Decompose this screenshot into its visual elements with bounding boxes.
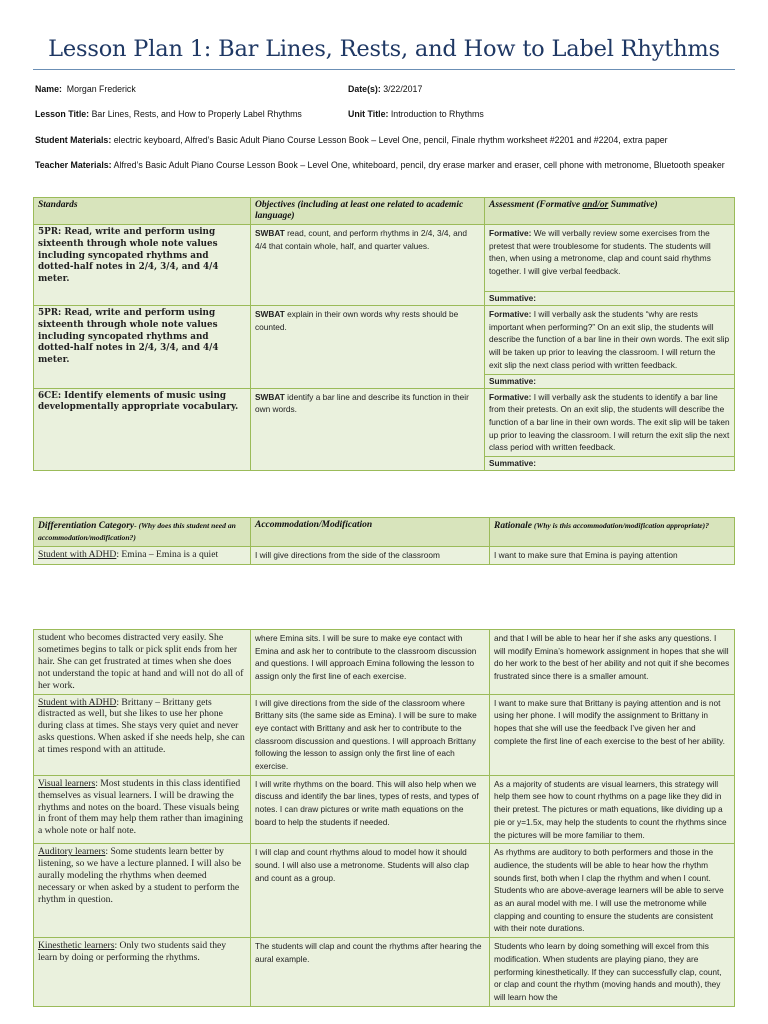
category-cell: Visual learners: Most students in this class identified themselves as visual learners. I will be drawing the rhythms and notes on the board. These visuals being in front of them may help them rather than imagining a whole note or half note. [34, 775, 251, 844]
table-row [34, 775, 735, 844]
dates-line: Date(s): 3/22/2017 [348, 84, 423, 94]
header-assessment: Assessment (Formative and/or Summative) [485, 198, 735, 225]
student-materials-line: Student Materials: electric keyboard, Alfred’s Basic Adult Piano Course Lesson Book – Level One, pencil, Finale rhythm worksheet #2201 and #2204, extra paper [35, 135, 668, 145]
category-cell: student who becomes distracted very easily. She sometimes begins to talk or pick split ends from her hair. She can get frustrated at times when she does not understand the topic at hand and will not do all of her work. [34, 630, 251, 695]
accommodation-cell: I will give directions from the side of the classroom where Brittany sits (the same side as Emina). I will be sure to make eye contact with Brittany and ask her to contribute to the classroom discussion and questions. I will approach Brittany following the lesson to assign only the first line of each exercise. [251, 694, 490, 775]
rationale-cell: As rhythms are auditory to both performers and those in the audience, the students will be able to hear how the rhythm sounds first, both when I clap the rhythm and when I count. Students who are above-average learners will be able to serve as an aural model with me. I will use the metronome while clapping and counting to ensure the students are consistent with their note durations. [490, 844, 735, 938]
accommodation-cell: I will clap and count rhythms aloud to model how it should sound. I will also use a metronome. Students will also clap and count as a group. [251, 844, 490, 938]
differentiation-table [33, 517, 735, 565]
header-standards: Standards [34, 198, 251, 225]
differentiation-table-header [34, 518, 735, 547]
formative-cell: Formative: We will verbally review some exercises from the pretest that were troublesome for students. The students will then, when using a metronome, clap and count said rhythms together. I will give verbal feedback. [485, 225, 735, 292]
table-row [34, 306, 735, 375]
rationale-cell: I want to make sure that Emina is paying attention [490, 547, 735, 565]
header-differentiation-category: Differentiation Category- (Why does this student need an accommodation/modification?) [34, 518, 251, 547]
category-cell: Student with ADHD: Emina – Emina is a quiet [34, 547, 251, 565]
name-line: Name: Morgan Frederick [35, 84, 136, 94]
summative-cell: Summative: [485, 374, 735, 388]
page-title: Lesson Plan 1: Bar Lines, Rests, and How to Label Rhythms [48, 36, 720, 62]
rationale-cell: Students who learn by doing something will excel from this modification. When students are playing piano, they are performing kinesthetically. If they can successfully clap, count, or clap and count the rhythm (moving hands and mouth), they will learn how the [490, 938, 735, 1007]
table-row [34, 630, 735, 695]
unit-title-value: Introduction to Rhythms [390, 109, 484, 119]
teacher-materials-line: Teacher Materials: Alfred’s Basic Adult Piano Course Lesson Book – Level One, whiteboard, pencil, dry erase marker and eraser, cell phone with metronome, Bluetooth speaker [35, 160, 725, 170]
rationale-cell: and that I will be able to hear her if she asks any questions. I will modify Emina’s homework assignment in hopes that she will do her work to the best of her ability and not quit if she becomes frustrated since there is a smaller amount. [490, 630, 735, 695]
unit-title-line: Unit Title: Introduction to Rhythms [348, 109, 484, 119]
standards-table-header [34, 198, 735, 225]
name-value: Morgan Frederick [66, 84, 136, 94]
lesson-title-value: Bar Lines, Rests, and How to Properly Label Rhythms [91, 109, 302, 119]
accommodation-cell: The students will clap and count the rhythms after hearing the aural example. [251, 938, 490, 1007]
table-row [34, 694, 735, 775]
header-rationale: Rationale (Why is this accommodation/modification appropriate)? [490, 518, 735, 547]
table-row [34, 938, 735, 1007]
category-cell: Auditory learners: Some students learn better by listening, so we have a lecture planned. I will also be aurally modeling the rhythms when deemed necessary or when asked by a student to perform the rhythm in question. [34, 844, 251, 938]
dates-value: 3/22/2017 [383, 84, 423, 94]
lesson-title-line: Lesson Title: Bar Lines, Rests, and How to Properly Label Rhythms [35, 109, 302, 119]
standard-cell: 5PR: Read, write and perform using sixteenth through whole note values including syncopated rhythms and dotted-half notes in 2/4, 3/4, and 4/4 meter. [34, 225, 251, 306]
student-materials-value: electric keyboard, Alfred’s Basic Adult Piano Course Lesson Book – Level One, pencil, Finale rhythm worksheet #2201 and #2204, extra paper [113, 135, 668, 145]
standard-cell: 5PR: Read, write and perform using sixteenth through whole note values including syncopated rhythms and dotted-half notes in 2/4, 3/4, and 4/4 meter. [34, 306, 251, 389]
accommodation-cell: I will write rhythms on the board. This will also help when we discuss and identify the bar lines, types of rests, and types of notes. I can draw pictures or write math equations on the board to help the students if needed. [251, 775, 490, 844]
rationale-cell: I want to make sure that Brittany is paying attention and is not using her phone. I will modify the assignment to Brittany in hopes that she will use the feedback I’ve given her and complete the first line of each exercise to the best of her ability. [490, 694, 735, 775]
formative-cell: Formative: I will verbally ask the students “why are rests important when performing?” On an exit slip, the students will describe the function of a bar line in their own words. The exit slip will be taken up prior to leaving the classroom. I will return the exit slip the next class period with written feedback. [485, 306, 735, 375]
objective-cell: SWBAT read, count, and perform rhythms in 2/4, 3/4, and 4/4 that contain whole, half, and quarter values. [251, 225, 485, 306]
table-row [34, 547, 735, 565]
standard-cell: 6CE: Identify elements of music using developmentally appropriate vocabulary. [34, 388, 251, 471]
accommodation-cell: where Emina sits. I will be sure to make eye contact with Emina and ask her to contribute to the classroom discussion and questions. I will approach Emina following the lesson to assign only the first line of each exercise. [251, 630, 490, 695]
rationale-cell: As a majority of students are visual learners, this strategy will help them see how to count rhythms on a page like they did in their pretest. The pictures or math equations, like dividing up a pie or y=1.5x, may help the students to count the rhythms since the pictures will be more familiar to them. [490, 775, 735, 844]
header-accommodation: Accommodation/Modification [251, 518, 490, 547]
title-divider [33, 69, 735, 70]
category-cell: Kinesthetic learners: Only two students said they learn by doing or performing the rhythms. [34, 938, 251, 1007]
summative-cell: Summative: [485, 457, 735, 471]
objective-cell: SWBAT identify a bar line and describe its function in their own words. [251, 388, 485, 471]
table-row [34, 225, 735, 292]
standards-table [33, 197, 735, 471]
header-objectives: Objectives (including at least one related to academic language) [251, 198, 485, 225]
table-row [34, 388, 735, 457]
objective-cell: SWBAT explain in their own words why rests should be counted. [251, 306, 485, 389]
summative-cell: Summative: [485, 292, 735, 306]
differentiation-table-continued [33, 629, 735, 1007]
formative-cell: Formative: I will verbally ask the students to identify a bar line from their pretests. On an exit slip, the students will describe the function of a bar line in their own words. The exit slip will be taken up prior to leaving the classroom. I will return the exit slip the next class period with written feedback. [485, 388, 735, 457]
table-row [34, 844, 735, 938]
category-cell: Student with ADHD: Brittany – Brittany gets distracted as well, but she likes to use her phone during class at times. She stays very quiet and never asks questions. When asked if she needs help, she can at times respond with an attitude. [34, 694, 251, 775]
accommodation-cell: I will give directions from the side of the classroom [251, 547, 490, 565]
teacher-materials-value: Alfred’s Basic Adult Piano Course Lesson Book – Level One, whiteboard, pencil, dry erase marker and eraser, cell phone with metronome, Bluetooth speaker [113, 160, 725, 170]
